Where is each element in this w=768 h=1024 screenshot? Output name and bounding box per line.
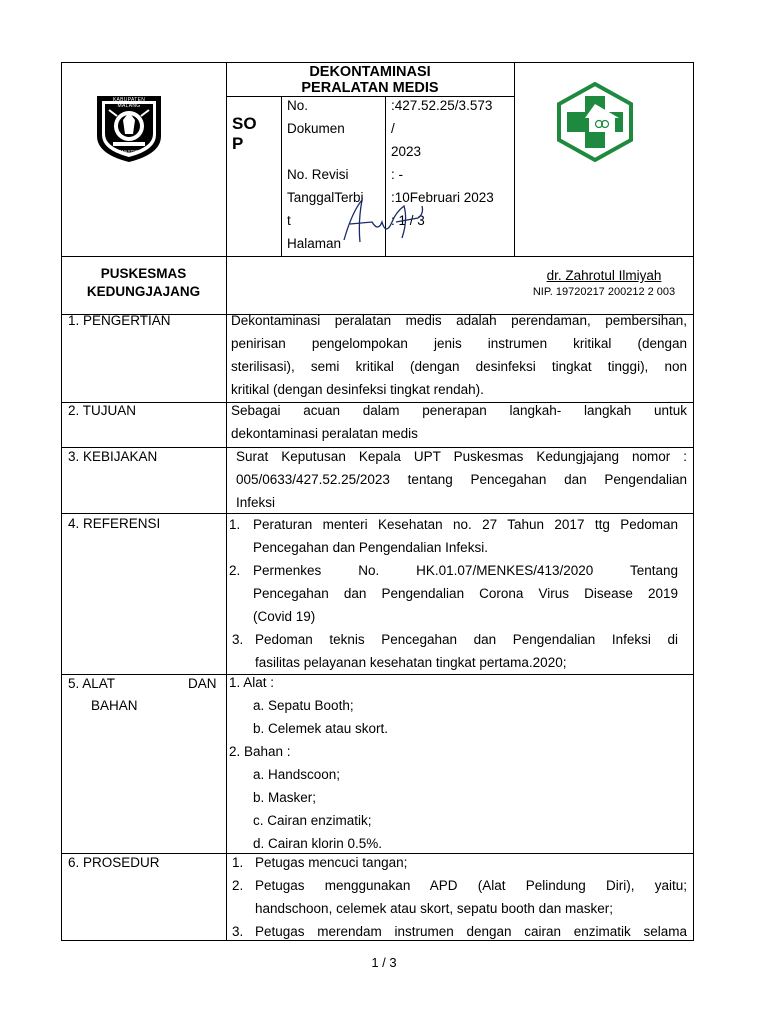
pengertian-text — [231, 309, 687, 401]
list-item: a. Handscoon; — [253, 767, 341, 782]
page-number: 1 / 3 — [371, 955, 397, 970]
section-label-alat: 5. ALAT — [68, 676, 116, 691]
list-item: b. Masker; — [253, 790, 317, 805]
list-item-number: 2. — [229, 563, 241, 578]
doc-no-value-2: / — [391, 121, 395, 136]
puskesmas-line-2: KEDUNGJAJANG — [86, 284, 201, 299]
referensi-line: Pedoman teknis Pencegahan dan Pengendalian Infeksi di — [255, 632, 678, 647]
document-title — [226, 64, 514, 96]
prosedur-line: Petugas mencuci tangan; — [255, 855, 408, 870]
tujuan-text — [231, 399, 687, 445]
list-item — [229, 559, 687, 628]
pengertian-line: Dekontaminasi peralatan medis adalah perendaman, pembersihan, — [231, 313, 687, 328]
sop-label — [232, 114, 257, 154]
halaman-value: : 1 / 3 — [391, 213, 425, 228]
doc-no-label-1: No. — [287, 98, 309, 113]
pengertian-line: sterilisasi), semi kritikal (dengan desinfeksi tingkat tinggi), non — [231, 359, 687, 374]
emblem-top-text: KABUPATEN MALANG — [112, 97, 146, 109]
puskesmas-health-logo — [555, 82, 635, 162]
doc-no-value-3: 2023 — [391, 144, 422, 159]
bahan-heading: 2. Bahan : — [229, 744, 291, 759]
tujuan-line: dekontaminasi peralatan medis — [231, 426, 418, 441]
section-label-alat-dan: DAN — [188, 676, 217, 691]
pengertian-line: kritikal (dengan desinfeksi tingkat rendah). — [231, 382, 484, 397]
tanggal-label-2: t — [287, 213, 291, 228]
puskesmas-name — [61, 265, 226, 301]
list-item-number: 3. — [232, 632, 244, 647]
tanggal-label-1: TanggalTerbi — [287, 190, 364, 205]
kebijakan-line: 005/0633/427.52.25/2023 tentang Pencegahan dan Pengendalian — [236, 472, 687, 487]
referensi-line: (Covid 19) — [253, 609, 316, 624]
section-label-prosedur: 6. PROSEDUR — [68, 855, 160, 870]
list-item-number: 3. — [232, 924, 244, 939]
pengertian-line: penirisan pengelompokan jenis instrumen kritikal (dengan — [231, 336, 687, 351]
header-divider-right — [514, 62, 515, 257]
signer-block — [514, 267, 694, 299]
list-item — [232, 920, 687, 943]
list-item — [229, 513, 687, 559]
referensi-line: Pencegahan dan Pengendalian Infeksi. — [253, 540, 488, 555]
referensi-line: Peraturan menteri Kesehatan no. 27 Tahun 2017 ttg Pedoman — [253, 517, 678, 532]
list-item: d. Cairan klorin 0.5%. — [253, 836, 383, 851]
kebijakan-line: Infeksi — [236, 495, 276, 510]
list-item: c. Cairan enzimatik; — [253, 813, 372, 828]
list-item-number: 1. — [229, 517, 241, 532]
regency-emblem-logo — [93, 90, 165, 164]
puskesmas-line-1: PUSKESMAS — [100, 266, 187, 281]
doc-no-label-2: Dokumen — [287, 121, 345, 136]
header-divider-left — [226, 62, 227, 315]
emblem-bottom-text: SWASTIKA — [117, 149, 141, 154]
title-line-2: PERALATAN MEDIS — [301, 80, 439, 96]
list-item-number: 1. — [232, 855, 244, 870]
referensi-line: Pencegahan dan Pengendalian Corona Virus Disease 2019 — [253, 586, 678, 601]
prosedur-line: Petugas menggunakan APD (Alat Pelindung Diri), yaitu; — [255, 878, 687, 893]
referensi-line: fasilitas pelayanan kesehatan tingkat pertama.2020; — [255, 655, 567, 670]
section-label-referensi: 4. REFERENSI — [68, 516, 161, 531]
kebijakan-text — [236, 445, 687, 514]
alat-bahan-list — [229, 671, 388, 855]
list-item-number: 2. — [232, 878, 244, 893]
list-item: a. Sepatu Booth; — [253, 698, 354, 713]
referensi-line: Permenkes No. HK.01.07/MENKES/413/2020 Tentang — [253, 563, 678, 578]
sop-line-1: SO — [232, 114, 257, 133]
title-line-1: DEKONTAMINASI — [309, 64, 431, 80]
kebijakan-line: Surat Keputusan Kepala UPT Puskesmas Kedungjajang nomor : — [236, 449, 687, 464]
tujuan-line: Sebagai acuan dalam penerapan langkah- langkah untuk — [231, 403, 687, 418]
section-label-bahan: BAHAN — [91, 698, 138, 713]
list-item — [232, 851, 687, 874]
table-border-top — [61, 62, 694, 63]
signer-name: dr. Zahrotul Ilmiyah — [546, 268, 662, 283]
tanggal-value: :10Februari 2023 — [391, 190, 494, 205]
section-label-tujuan: 2. TUJUAN — [68, 403, 137, 418]
table-border-right — [693, 62, 694, 941]
referensi-list — [229, 513, 687, 674]
list-item — [232, 874, 687, 920]
alat-heading: 1. Alat : — [229, 675, 275, 690]
header-bottom-line — [61, 256, 694, 257]
table-border-left — [61, 62, 62, 941]
prosedur-line: Petugas merendam instrumen dengan cairan enzimatik selama — [255, 924, 687, 939]
halaman-label: Halaman — [287, 236, 342, 251]
section-label-pengertian: 1. PENGERTIAN — [68, 313, 171, 328]
prosedur-line: handschoon, celemek atau skort, sepatu booth dan masker; — [255, 901, 613, 916]
sop-divider — [281, 96, 282, 257]
sop-line-2: P — [232, 134, 244, 153]
signer-nip: NIP. 19720217 200212 2 003 — [532, 286, 676, 298]
signature-scribble — [338, 192, 428, 248]
section-label-kebijakan: 3. KEBIJAKAN — [68, 449, 158, 464]
revisi-label: No. Revisi — [287, 167, 349, 182]
revisi-value: : - — [391, 167, 403, 182]
list-item: b. Celemek atau skort. — [253, 721, 389, 736]
body-column-divider — [226, 314, 227, 941]
prosedur-list — [232, 851, 687, 943]
doc-no-value-1: :427.52.25/3.573 — [391, 98, 493, 113]
list-item — [229, 628, 687, 674]
